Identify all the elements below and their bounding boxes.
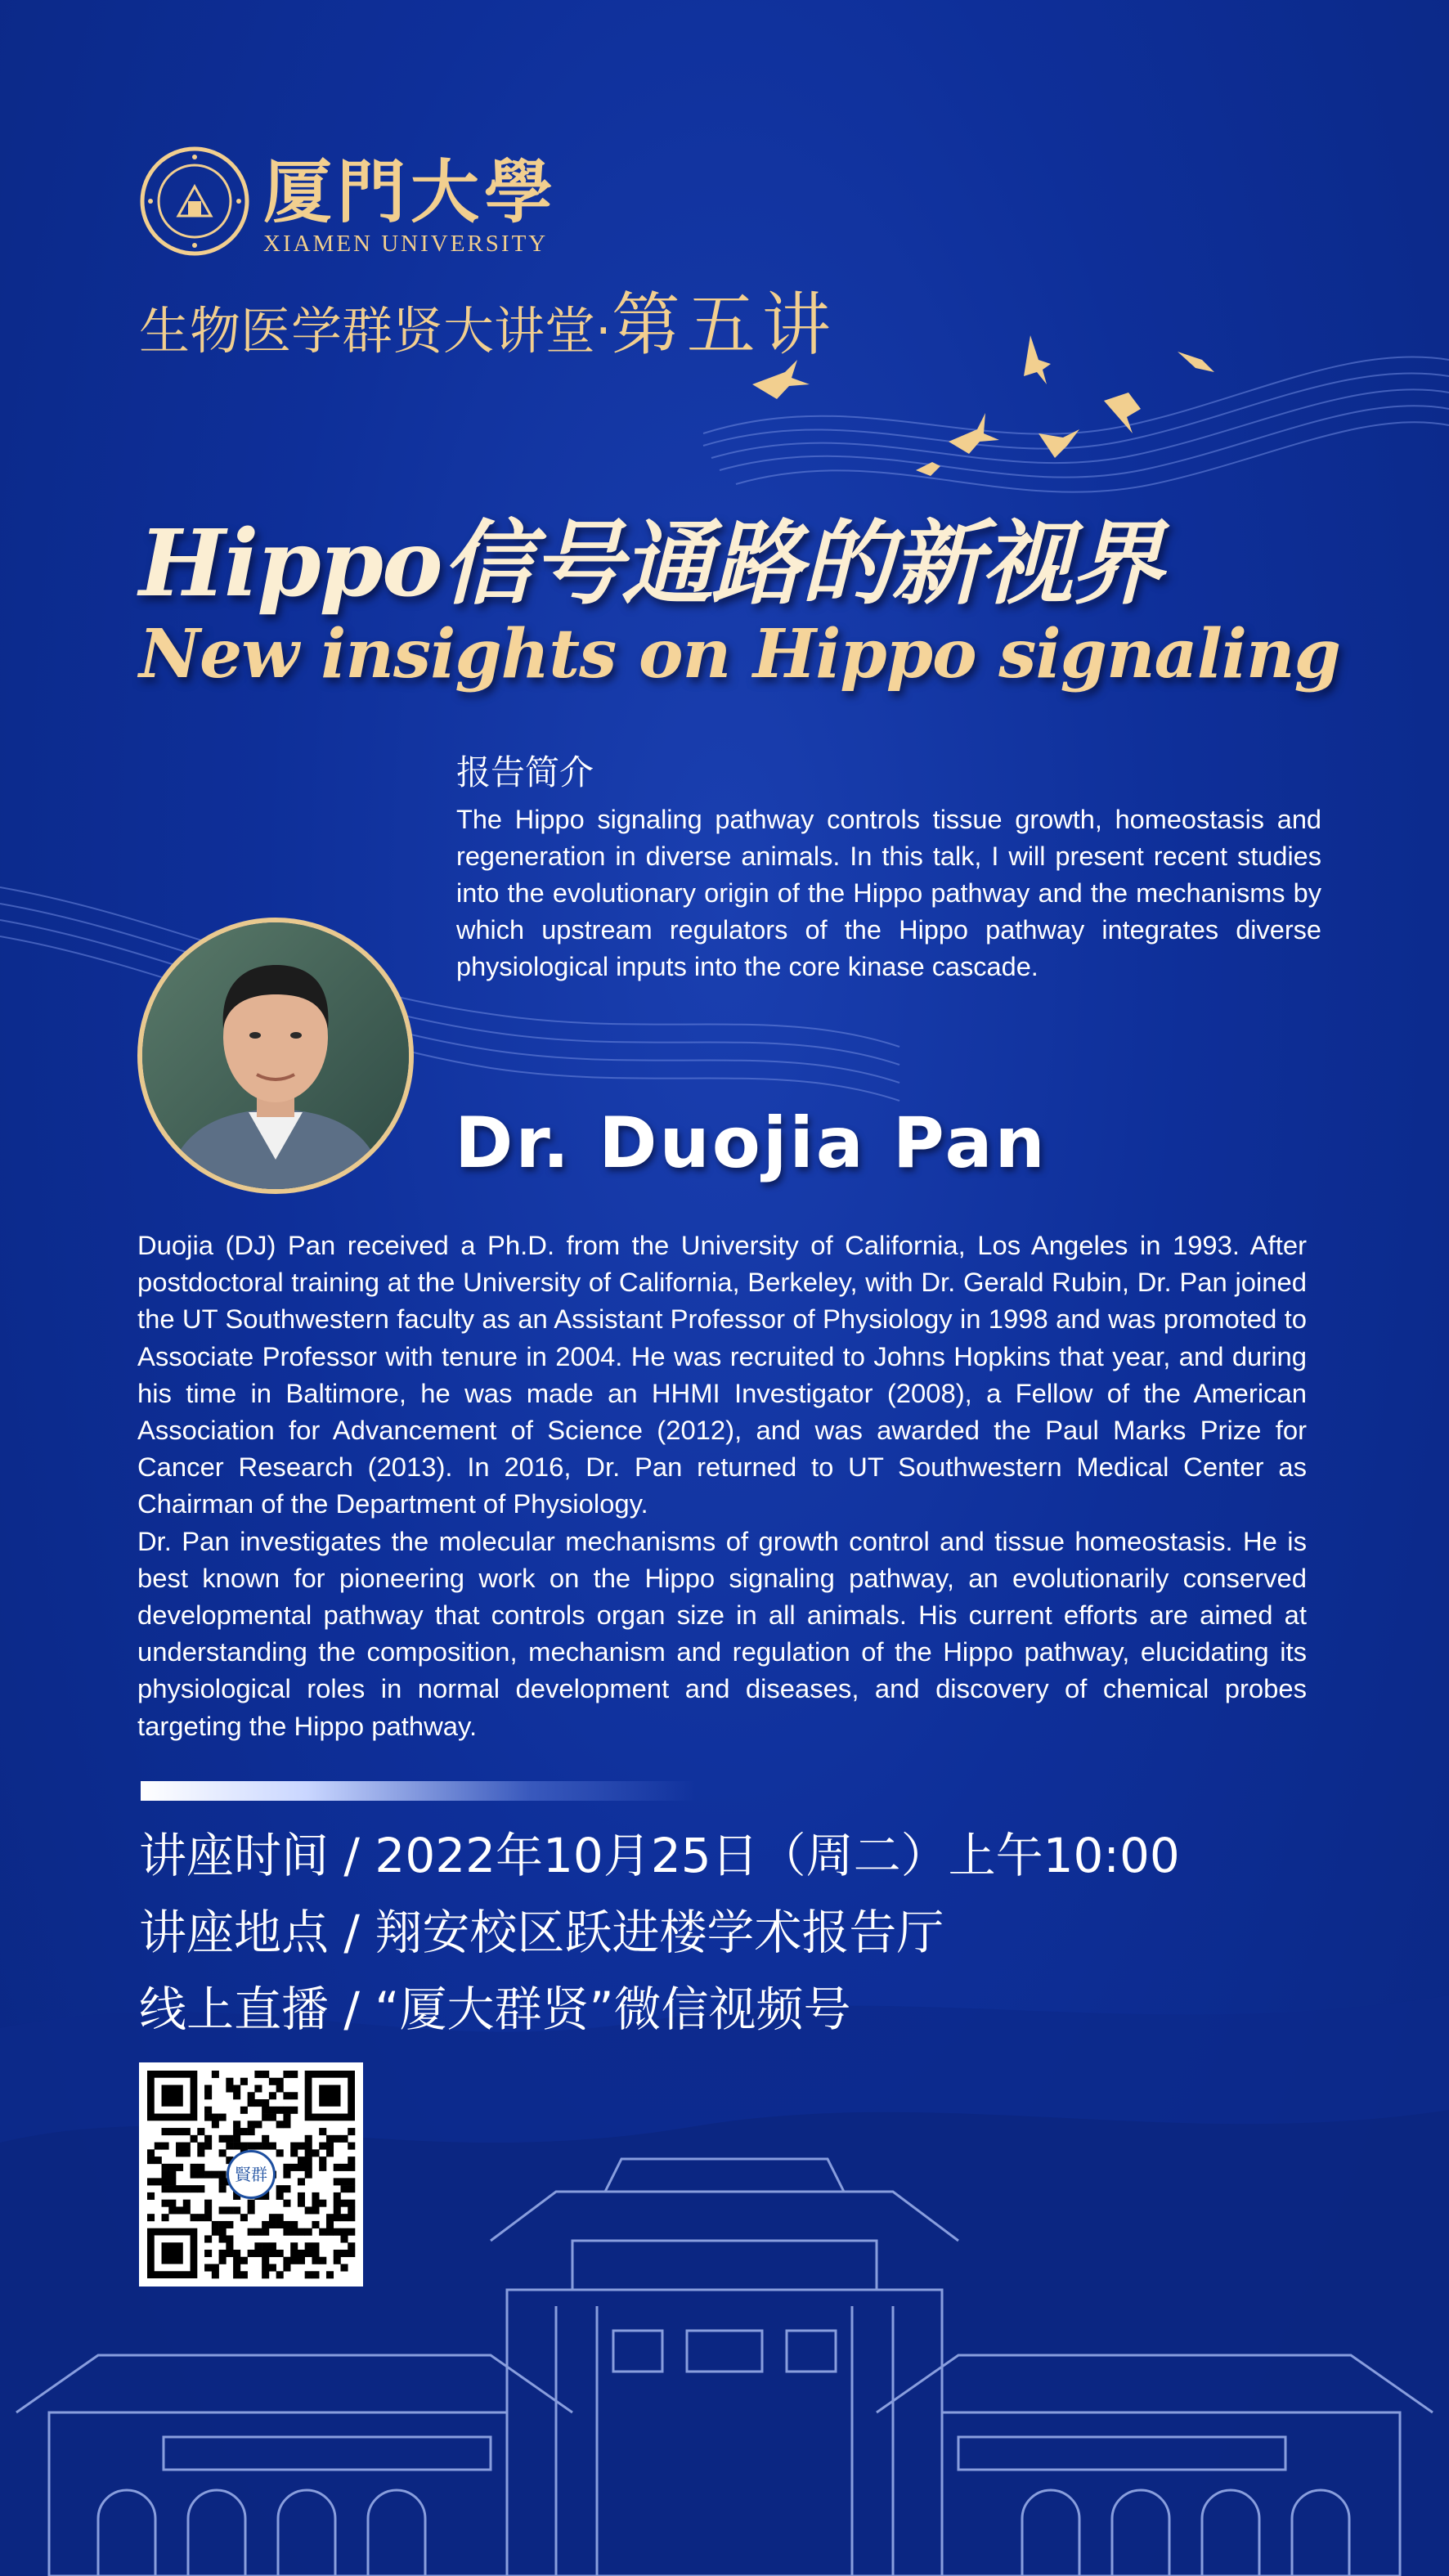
university-name-cn: 厦門大學 [263,151,559,232]
speaker-bio [137,1227,1307,1744]
lecture-location: 讲座地点 / 翔安校区跃进楼学术报告厅 [139,1905,944,1960]
speaker-name: Dr. Duojia Pan [455,1102,1047,1184]
section-divider [141,1781,697,1801]
lecture-time: 讲座时间 / 2022年10月25日（周二）上午10:00 [139,1828,1180,1883]
university-seal-icon [139,146,250,257]
title-chinese: Hippo信号通路的新视界 [139,510,1161,617]
title-english: New insights on Hippo signaling [139,615,1340,693]
live-stream: 线上直播 / “厦大群贤”微信视频号 [139,1981,851,2037]
qr-code[interactable] [139,2062,363,2287]
bio-paragraph: Duojia (DJ) Pan received a Ph.D. from the University of California, Los Angeles in 1993. After postdoctoral training at the University of California, Berkeley, with Dr. Gerald Rubin, Dr. Pan joined the UT Southwestern faculty as an Assistant Professor of Physiology in 1998 and was promoted to Associate Professor with tenure in 2004. He was recruited to Johns Hopkins that year, and during his time in Baltimore, he was made an HHMI Investigator (2008), a Fellow of the American Association for Advancement of Science (2012), and was awarded the Paul Marks Prize for Cancer Research (2013). In 2016, Dr. Pan returned to UT Southwestern Medical Center as Chairman of the Department of Physiology. [137,1230,1307,1519]
lecture-series [139,270,837,369]
lecture-number: 第五讲 [611,285,837,365]
university-name-en: XIAMEN UNIVERSITY [263,231,549,257]
abstract-text: The Hippo signaling pathway controls tissue growth, homeostasis and regeneration in diverse animals. In this talk, I will present recent studies into the evolutionary origin of the Hippo pathway and the mechanisms by which upstream regulators of the Hippo pathway integrates diverse physiological inputs into the core kinase cascade. [456,805,1321,981]
speaker-portrait-icon [142,922,409,1189]
qr-center-label: 賢群 [227,2150,276,2199]
abstract-heading: 报告简介 [456,752,594,792]
series-name: 生物医学群贤大讲堂· [139,301,612,361]
speaker-photo [137,918,414,1194]
bio-paragraph: Dr. Pan investigates the molecular mechanisms of growth control and tissue homeostasis. He is best known for pioneering work on the Hippo signaling pathway, an evolutionarily conserved developmental pathway that controls organ size in all animals. His current efforts are aimed at understanding the composition, mechanism and regulation of the Hippo pathway, elucidating its physiological roles in normal development and diseases, and discovery of chemical probes targeting the Hippo pathway. [137,1525,1307,1741]
